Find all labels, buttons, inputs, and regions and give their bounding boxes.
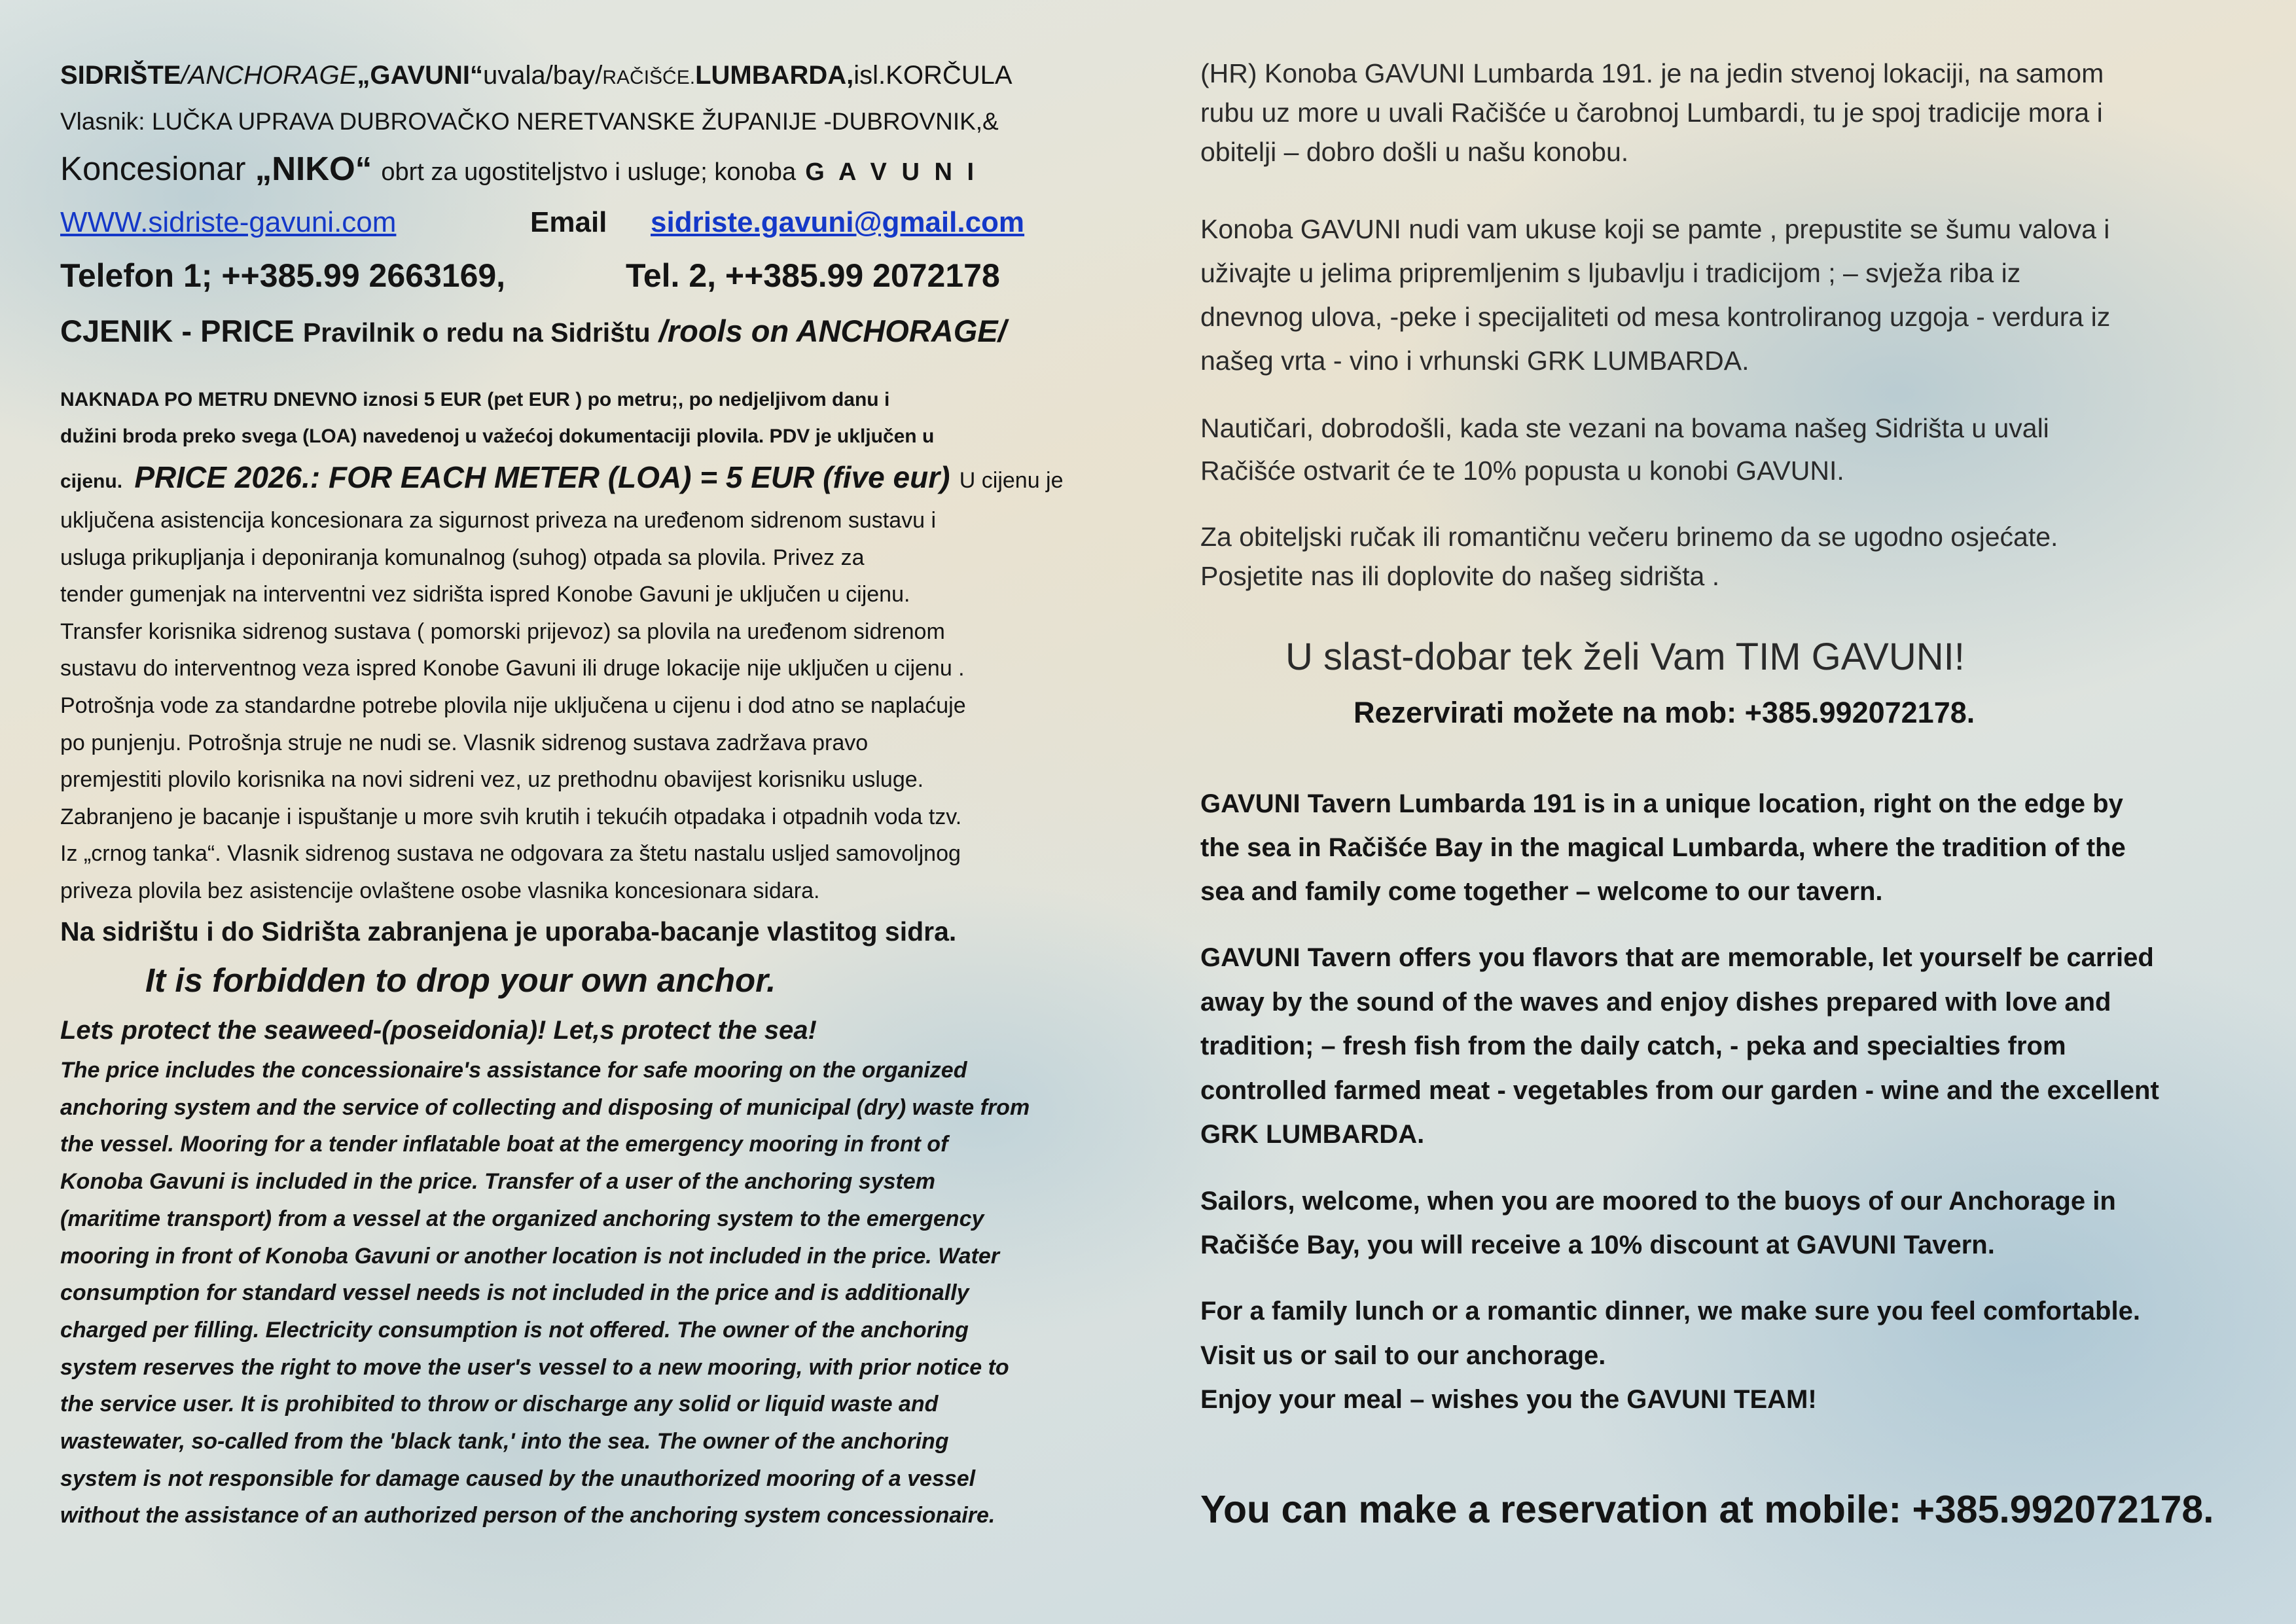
concession-line xyxy=(60,152,978,185)
text-line: Sailors, welcome, when you are moored to the buoys of our Anchorage in xyxy=(1200,1187,2116,1216)
island-name: isl.KORČULA xyxy=(853,61,1013,90)
fee-line-2: dužini broda preko svega (LOA) navedenoj u važećoj dokumentaciji plovila. PDV je uključen u xyxy=(60,425,935,447)
anchorage-heading xyxy=(60,62,1013,88)
concession-label: Koncesionar xyxy=(60,150,246,187)
fee-line-3 xyxy=(60,462,1064,492)
bay-label: uvala/bay/ xyxy=(483,61,603,90)
text-line: Potrošnja vode za standardne potrebe plovila nije uključena u cijenu i dod atno se naplaćuje xyxy=(60,693,966,718)
anchorage-title-en: /ANCHORAGE xyxy=(181,61,357,90)
text-line: For a family lunch or a romantic dinner, we make sure you feel comfortable. xyxy=(1200,1297,2140,1326)
text-line: Račišće ostvarit će te 10% popusta u konobi GAVUNI. xyxy=(1200,456,1844,486)
text-line: priveza plovila bez asistencije ovlaštene osobe vlasnika koncesionara sidara. xyxy=(60,878,820,903)
text-line: premjestiti plovilo korisnika na novi sidreni vez, uz prethodnu obavijest korisniku usluge. xyxy=(60,767,924,793)
text-line: without the assistance of an authorized person of the anchoring system concessionaire. xyxy=(60,1503,996,1528)
fee-line-3-end: U cijenu je xyxy=(959,468,1064,493)
text-line: Nautičari, dobrodošli, kada ste vezani na bovama našeg Sidrišta u uvali xyxy=(1200,413,2049,443)
text-line: mooring in front of Konoba Gavuni or another location is not included in the price. Water xyxy=(60,1243,999,1269)
hr-reserve: Rezervirati možete na mob: +385.992072178. xyxy=(1354,696,1975,729)
text-line: Visit us or sail to our anchorage. xyxy=(1200,1341,1606,1370)
text-line: GRK LUMBARDA. xyxy=(1200,1120,1425,1149)
text-line: Iz „crnog tanka“. Vlasnik sidrenog sustava ne odgovara za štetu nastalu usljed samovoljnog xyxy=(60,841,961,867)
rules-title-en: /rools on ANCHORAGE/ xyxy=(658,314,1007,348)
text-line: sea and family come together – welcome to our tavern. xyxy=(1200,877,1883,906)
text-line: Konoba Gavuni is included in the price. Transfer of a user of the anchoring system xyxy=(60,1169,935,1195)
text-line: Posjetite nas ili doplovite do našeg sidrišta . xyxy=(1200,561,1720,591)
text-line: tender gumenjak na interventni vez sidrišta ispred Konobe Gavuni je uključen u cijenu. xyxy=(60,582,910,607)
hr-wish: U slast-dobar tek želi Vam TIM GAVUNI! xyxy=(1285,636,1965,678)
text-line: uključena asistencija koncesionara za sigurnost priveza na uređenom sidrenom sustavu i xyxy=(60,508,937,533)
phone-1: Telefon 1; ++385.99 2663169, xyxy=(60,257,506,294)
email-label: Email xyxy=(530,206,607,238)
text-line: The price includes the concessionaire's assistance for safe mooring on the organized xyxy=(60,1058,967,1083)
text-line: našeg vrta - vino i vrhunski GRK LUMBARDA. xyxy=(1200,346,1749,376)
pricelist-title: CJENIK - PRICE xyxy=(60,314,295,348)
text-line: Konoba GAVUNI nudi vam ukuse koji se pamte , prepustite se šumu valova i xyxy=(1200,214,2110,244)
contact-line xyxy=(60,208,1068,237)
price-2026: PRICE 2026.: FOR EACH METER (LOA) = 5 EUR (five eur) xyxy=(134,460,950,494)
text-line: dnevnog ulova, -peke i specijaliteti od mesa kontroliranog uzgoja - verdura iz xyxy=(1200,302,2111,332)
text-line: GAVUNI Tavern offers you flavors that are memorable, let yourself be carried xyxy=(1200,943,2154,972)
text-line: tradition; – fresh fish from the daily catch, - peka and specialties from xyxy=(1200,1032,2066,1060)
text-line: the vessel. Mooring for a tender inflatable boat at the emergency mooring in front of xyxy=(60,1132,948,1157)
website-link[interactable]: WWW.sidriste-gavuni.com xyxy=(60,206,397,238)
town-name: LUMBARDA, xyxy=(695,61,854,90)
text-line: Za obiteljski ručak ili romantičnu večeru brinemo da se ugodno osjećate. xyxy=(1200,522,2058,552)
owner-line: Vlasnik: LUČKA UPRAVA DUBROVAČKO NERETVANSKE ŽUPANIJE -DUBROVNIK,& xyxy=(60,108,999,135)
phone-line xyxy=(60,259,1068,292)
text-line: sustavu do interventnog veza ispred Konobe Gavuni ili druge lokacije nije uključen u cijenu . xyxy=(60,656,965,681)
rules-title: Pravilnik o redu na Sidrištu xyxy=(302,317,651,348)
text-line: system is not responsible for damage caused by the unauthorized mooring of a vessel xyxy=(60,1466,976,1491)
phone-2: Tel. 2, ++385.99 2072178 xyxy=(626,257,1000,294)
text-line: anchoring system and the service of collecting and disposing of municipal (dry) waste from xyxy=(60,1094,1030,1120)
anchor-ban-hr: Na sidrištu i do Sidrišta zabranjena je uporaba-bacanje vlastitog sidra. xyxy=(60,916,957,947)
pricelist-heading xyxy=(60,316,1007,346)
anchorage-title: SIDRIŠTE xyxy=(60,61,181,90)
text-line: Enjoy your meal – wishes you the GAVUNI TEAM! xyxy=(1200,1385,1817,1414)
text-line: (maritime transport) from a vessel at the organized anchoring system to the emergency xyxy=(60,1206,984,1231)
protect-sea: Lets protect the seaweed-(poseidonia)! Let,s protect the sea! xyxy=(60,1016,817,1045)
en-reserve: You can make a reservation at mobile: +385.992072178. xyxy=(1200,1488,2214,1531)
bay-name: RAČIŠĆE. xyxy=(602,67,696,88)
anchorage-name: „GAVUNI“ xyxy=(357,61,484,90)
tavern-name: G A V U N I xyxy=(805,158,978,186)
concessionaire-name: „NIKO“ xyxy=(255,150,372,187)
text-line: uživajte u jelima pripremljenim s ljubavlju i tradicijom ; – svježa riba iz xyxy=(1200,258,2021,288)
text-line: rubu uz more u uvali Račišće u čarobnoj Lumbardi, tu je spoj tradicije mora i xyxy=(1200,98,2103,128)
text-line: GAVUNI Tavern Lumbarda 191 is in a unique location, right on the edge by xyxy=(1200,789,2123,818)
text-line: away by the sound of the waves and enjoy dishes prepared with love and xyxy=(1200,987,2111,1017)
fee-line-1: NAKNADA PO METRU DNEVNO iznosi 5 EUR (pet EUR ) po metru;, po nedjeljivom danu i xyxy=(60,389,890,410)
anchor-ban-en: It is forbidden to drop your own anchor. xyxy=(145,962,776,999)
text-line: charged per filling. Electricity consumption is not offered. The owner of the anchoring xyxy=(60,1317,969,1343)
concession-desc: obrt za ugostiteljstvo i usluge; konoba xyxy=(381,158,797,186)
text-line: wastewater, so-called from the 'black tank,' into the sea. The owner of the anchoring xyxy=(60,1429,949,1454)
text-line: system reserves the right to move the user's vessel to a new mooring, with prior notice to xyxy=(60,1354,1009,1380)
text-line: consumption for standard vessel needs is not included in the price and is additionally xyxy=(60,1280,969,1306)
text-line: usluga prikupljanja i deponiranja komunalnog (suhog) otpada sa plovila. Privez za xyxy=(60,545,865,570)
text-line: controlled farmed meat - vegetables from our garden - wine and the excellent xyxy=(1200,1075,2159,1105)
text-line: obitelji – dobro došli u našu konobu. xyxy=(1200,137,1629,167)
text-line: po punjenju. Potrošnja struje ne nudi se. Vlasnik sidrenog sustava zadržava pravo xyxy=(60,730,869,755)
fee-line-3-start: cijenu. xyxy=(60,471,123,492)
text-line: the sea in Račišće Bay in the magical Lumbarda, where the tradition of the xyxy=(1200,833,2126,862)
text-line: Račišće Bay, you will receive a 10% discount at GAVUNI Tavern. xyxy=(1200,1231,1995,1259)
email-link[interactable]: sidriste.gavuni@gmail.com xyxy=(651,206,1025,238)
text-line: the service user. It is prohibited to throw or discharge any solid or liquid waste and xyxy=(60,1392,939,1417)
text-line: Transfer korisnika sidrenog sustava ( pomorski prijevoz) sa plovila na uređenom sidrenom xyxy=(60,619,945,644)
text-line: (HR) Konoba GAVUNI Lumbarda 191. je na jedin stvenoj lokaciji, na samom xyxy=(1200,58,2104,88)
text-line: Zabranjeno je bacanje i ispuštanje u more svih krutih i tekućih otpadaka i otpadnih voda tzv. xyxy=(60,804,962,829)
